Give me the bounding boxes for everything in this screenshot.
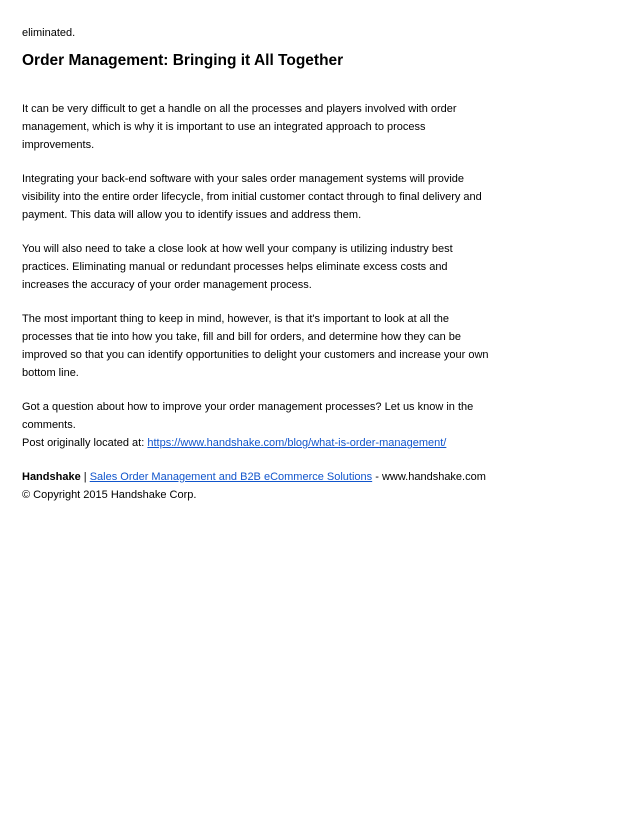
paragraph-best-practices: [22, 240, 522, 294]
text-line: practices. Eliminating manual or redundant processes helps eliminate excess costs and: [22, 261, 448, 273]
text-line: visibility into the entire order lifecycle, from initial customer contact through to final delivery and: [22, 191, 482, 203]
source-prefix: Post originally located at:: [22, 437, 148, 449]
brand-separator: |: [80, 471, 90, 483]
section-heading: Order Management: Bringing it All Together: [22, 52, 344, 69]
footer: [22, 468, 522, 504]
paragraph-key-takeaway: [22, 310, 522, 382]
footer-brand-line: [22, 468, 522, 486]
text-line: Got a question about how to improve your order management processes? Let us know in the: [22, 401, 474, 413]
text-line: increases the accuracy of your order management process.: [22, 279, 312, 291]
paragraph-question-and-source: [22, 398, 522, 452]
intro-fragment: eliminated.: [22, 27, 76, 39]
article-body: [22, 100, 522, 520]
text-line: improvements.: [22, 139, 95, 151]
source-url-link[interactable]: https://www.handshake.com/blog/what-is-order-management/: [147, 437, 447, 449]
source-line: [22, 434, 522, 452]
text-line: processes that tie into how you take, fill and bill for orders, and determine how they can be: [22, 331, 462, 343]
text-line: Integrating your back-end software with your sales order management systems will provide: [22, 173, 465, 185]
paragraph-integrated-approach: [22, 100, 522, 154]
text-line: management, which is why it is important to use an integrated approach to process: [22, 121, 426, 133]
solutions-link[interactable]: Sales Order Management and B2B eCommerce Solutions: [89, 471, 373, 483]
website-text: - www.handshake.com: [372, 471, 486, 483]
text-line: bottom line.: [22, 367, 79, 379]
text-line: The most important thing to keep in mind, however, is that it's important to look at all the: [22, 313, 450, 325]
brand-name: Handshake: [22, 471, 81, 483]
paragraph-integration: [22, 170, 522, 224]
text-line: It can be very difficult to get a handle on all the processes and players involved with order: [22, 103, 457, 115]
text-line: improved so that you can identify opportunities to delight your customers and increase your own: [22, 349, 489, 361]
text-line: comments.: [22, 419, 76, 431]
text-line: You will also need to take a close look at how well your company is utilizing industry best: [22, 243, 453, 255]
text-line: payment. This data will allow you to identify issues and address them.: [22, 209, 362, 221]
copyright-text: © Copyright 2015 Handshake Corp.: [22, 489, 197, 501]
